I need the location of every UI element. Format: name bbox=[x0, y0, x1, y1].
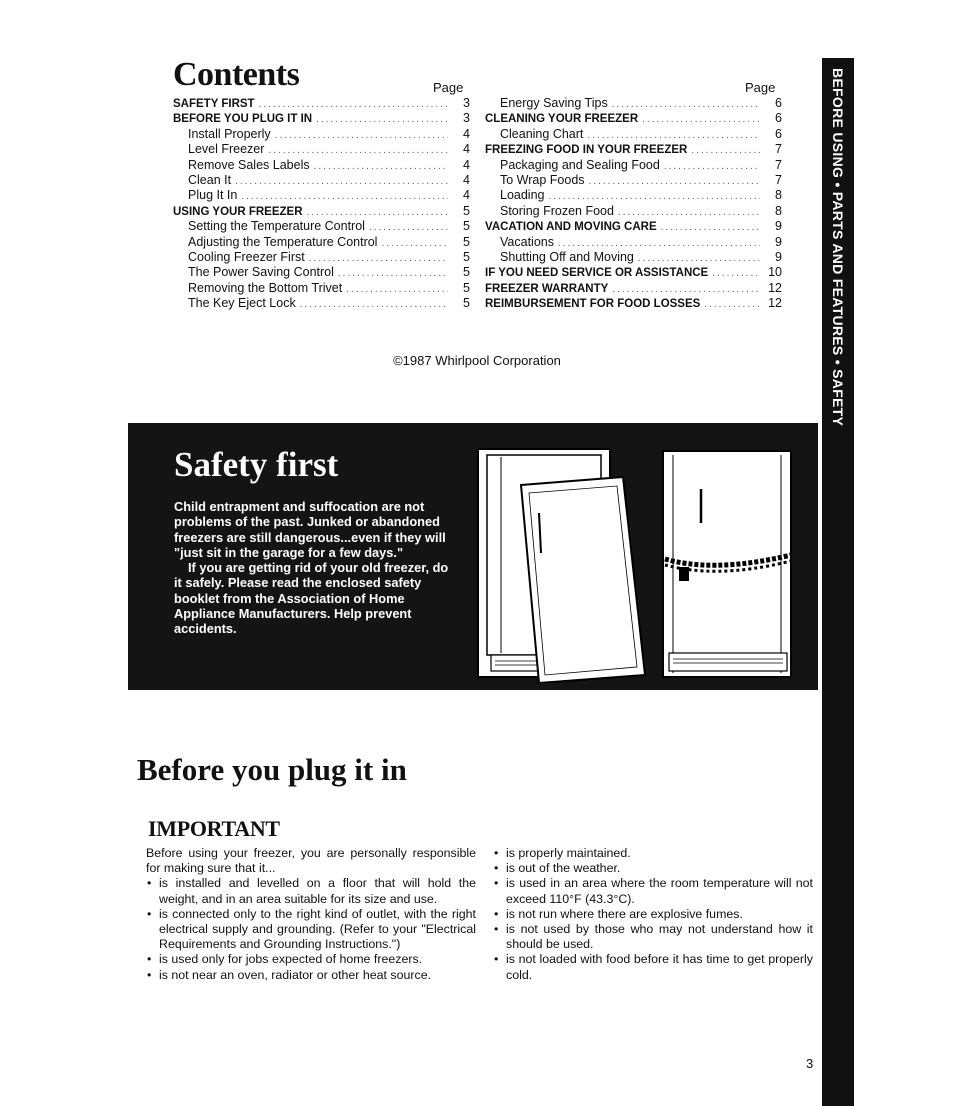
left-bullet-list bbox=[146, 876, 476, 982]
toc-entry bbox=[485, 111, 782, 126]
side-tab-label: BEFORE USING • PARTS AND FEATURES • SAFETY bbox=[830, 68, 846, 427]
toc-entry-label: Cleaning Chart bbox=[500, 126, 584, 141]
toc-leader-dots bbox=[612, 97, 760, 112]
toc-entry-label: FREEZER WARRANTY bbox=[485, 282, 609, 295]
toc-leader-dots bbox=[712, 266, 760, 281]
toc-leader-dots bbox=[300, 297, 448, 312]
toc-leader-dots bbox=[338, 266, 448, 281]
toc-left-column bbox=[173, 96, 470, 311]
toc-entry-label: Clean It bbox=[188, 172, 232, 187]
bullet-item: • is properly maintained. bbox=[493, 846, 813, 861]
toc-entry-page: 5 bbox=[463, 265, 470, 280]
bullet-item: • is not run where there are explosive fumes. bbox=[493, 907, 813, 922]
toc-entry bbox=[173, 111, 470, 126]
bullet-item: • is used only for jobs expected of home freezers. bbox=[146, 952, 476, 967]
toc-leader-dots bbox=[558, 236, 760, 251]
toc-entry-page: 5 bbox=[463, 234, 470, 249]
toc-entry-label: Loading bbox=[500, 188, 545, 203]
toc-entry bbox=[485, 250, 782, 265]
toc-entry-page: 6 bbox=[775, 111, 782, 126]
bullet-item: • is out of the weather. bbox=[493, 861, 813, 876]
bullet-item: • is installed and levelled on a floor that will hold the weight, and in an area suitable for its size and use. bbox=[146, 876, 476, 906]
bullet-item: • is connected only to the right kind of outlet, with the right electrical supply and grounding. (Refer to your "Electrical Requirements and Grounding Instructions.") bbox=[146, 907, 476, 953]
toc-entry-page: 5 bbox=[463, 249, 470, 264]
toc-entry-page: 5 bbox=[463, 203, 470, 218]
toc-leader-dots bbox=[309, 251, 448, 266]
toc-entry-page: 4 bbox=[463, 126, 470, 141]
toc-entry bbox=[485, 173, 782, 188]
contents-page-header-left: Page bbox=[433, 80, 464, 95]
toc-entry-label: Packaging and Sealing Food bbox=[500, 157, 660, 172]
toc-entry bbox=[173, 173, 470, 188]
toc-entry-label: Removing the Bottom Trivet bbox=[188, 280, 343, 295]
toc-leader-dots bbox=[638, 251, 760, 266]
important-left-column bbox=[146, 846, 476, 983]
toc-entry bbox=[173, 235, 470, 250]
toc-entry bbox=[485, 235, 782, 250]
toc-leader-dots bbox=[612, 282, 760, 297]
toc-entry-page: 6 bbox=[775, 126, 782, 141]
toc-entry bbox=[173, 296, 470, 311]
copyright: ©1987 Whirlpool Corporation bbox=[393, 353, 561, 368]
toc-entry-page: 4 bbox=[463, 157, 470, 172]
toc-leader-dots bbox=[642, 112, 760, 127]
toc-entry-label: BEFORE YOU PLUG IT IN bbox=[173, 113, 313, 126]
toc-leader-dots bbox=[307, 205, 449, 220]
toc-leader-dots bbox=[381, 236, 448, 251]
toc-leader-dots bbox=[268, 143, 448, 158]
toc-entry-label: FREEZING FOOD IN YOUR FREEZER bbox=[485, 144, 688, 157]
toc-entry-label: Storing Frozen Food bbox=[500, 203, 614, 218]
toc-leader-dots bbox=[235, 174, 448, 189]
toc-entry-page: 3 bbox=[463, 96, 470, 110]
toc-entry-label: Shutting Off and Moving bbox=[500, 249, 634, 264]
toc-entry bbox=[485, 96, 782, 111]
toc-entry-page: 12 bbox=[768, 280, 782, 295]
safety-text bbox=[174, 499, 454, 637]
toc-entry-label: VACATION AND MOVING CARE bbox=[485, 221, 657, 234]
important-heading: IMPORTANT bbox=[148, 816, 280, 841]
toc-entry-page: 4 bbox=[463, 172, 470, 187]
toc-entry-label: Energy Saving Tips bbox=[500, 96, 608, 110]
toc-leader-dots bbox=[587, 128, 760, 143]
toc-entry-label: SAFETY FIRST bbox=[173, 98, 255, 110]
toc-entry bbox=[173, 250, 470, 265]
toc-entry bbox=[485, 142, 782, 157]
toc-entry bbox=[485, 127, 782, 142]
toc-leader-dots bbox=[549, 189, 761, 204]
toc-entry-page: 10 bbox=[768, 265, 782, 280]
toc-entry-page: 7 bbox=[775, 172, 782, 187]
toc-entry-page: 12 bbox=[768, 296, 782, 311]
toc-entry bbox=[485, 188, 782, 203]
toc-entry bbox=[485, 204, 782, 219]
toc-leader-dots bbox=[618, 205, 760, 220]
toc-entry-page: 7 bbox=[775, 142, 782, 157]
toc-entry-page: 8 bbox=[775, 188, 782, 203]
toc-leader-dots bbox=[241, 189, 448, 204]
toc-entry bbox=[173, 142, 470, 157]
toc-entry-label: Cooling Freezer First bbox=[188, 249, 305, 264]
toc-leader-dots bbox=[661, 220, 760, 235]
toc-leader-dots bbox=[369, 220, 448, 235]
toc-entry-page: 9 bbox=[775, 234, 782, 249]
toc-entry-label: The Power Saving Control bbox=[188, 265, 334, 280]
contents-title: Contents bbox=[173, 56, 300, 93]
toc-entry-page: 5 bbox=[463, 219, 470, 234]
safety-paragraph: If you are getting rid of your old freezer, do it safely. Please read the enclosed safety booklet from the Association of Home Appliance Manufacturers. Help prevent accidents. bbox=[174, 560, 449, 637]
toc-entry bbox=[485, 158, 782, 173]
toc-entry-label: REIMBURSEMENT FOR FOOD LOSSES bbox=[485, 298, 701, 311]
safety-paragraph: Child entrapment and suffocation are not problems of the past. Junked or abandoned freezers are still dangerous...even if they will "just sit in the garage for a few days." bbox=[174, 499, 446, 560]
page-number: 3 bbox=[806, 1056, 814, 1071]
toc-entry-label: The Key Eject Lock bbox=[188, 296, 296, 311]
toc-right-column bbox=[485, 96, 782, 311]
toc-entry-page: 7 bbox=[775, 157, 782, 172]
toc-entry-page: 6 bbox=[775, 96, 782, 110]
toc-entry bbox=[173, 96, 470, 111]
plug-title: Before you plug it in bbox=[137, 752, 407, 787]
right-bullet-list bbox=[493, 846, 813, 983]
toc-entry-label: Adjusting the Temperature Control bbox=[188, 234, 378, 249]
toc-entry bbox=[173, 281, 470, 296]
toc-entry-page: 8 bbox=[775, 203, 782, 218]
toc-entry bbox=[173, 219, 470, 234]
toc-leader-dots bbox=[346, 282, 448, 297]
toc-entry-label: To Wrap Foods bbox=[500, 172, 585, 187]
toc-entry bbox=[485, 265, 782, 280]
toc-entry bbox=[173, 158, 470, 173]
toc-entry-page: 4 bbox=[463, 142, 470, 157]
toc-entry bbox=[173, 204, 470, 219]
toc-entry-label: CLEANING YOUR FREEZER bbox=[485, 113, 639, 126]
toc-entry bbox=[173, 127, 470, 142]
toc-leader-dots bbox=[314, 159, 448, 174]
toc-entry-page: 4 bbox=[463, 188, 470, 203]
toc-entry-page: 5 bbox=[463, 280, 470, 295]
side-tab bbox=[822, 58, 854, 1106]
contents-page-header-right: Page bbox=[745, 80, 776, 95]
toc-leader-dots bbox=[316, 112, 448, 127]
toc-entry-label: Setting the Temperature Control bbox=[188, 219, 365, 234]
toc-entry-page: 9 bbox=[775, 249, 782, 264]
toc-leader-dots bbox=[664, 159, 760, 174]
toc-leader-dots bbox=[704, 297, 760, 312]
toc-entry bbox=[173, 188, 470, 203]
freezer-illustration bbox=[473, 443, 793, 683]
bullet-item: • is not used by those who may not understand how it should be used. bbox=[493, 922, 813, 952]
toc-entry bbox=[485, 296, 782, 311]
toc-entry-label: Vacations bbox=[500, 234, 554, 249]
toc-entry-page: 9 bbox=[775, 219, 782, 234]
toc-entry-label: USING YOUR FREEZER bbox=[173, 205, 303, 218]
bullet-item: • is not near an oven, radiator or other heat source. bbox=[146, 968, 476, 983]
bullet-item: • is used in an area where the room temperature will not exceed 110°F (43.3°C). bbox=[493, 876, 813, 906]
toc-entry bbox=[485, 281, 782, 296]
bullet-item: • is not loaded with food before it has time to get properly cold. bbox=[493, 952, 813, 982]
toc-leader-dots bbox=[259, 97, 448, 112]
toc-leader-dots bbox=[589, 174, 760, 189]
toc-entry-page: 3 bbox=[463, 111, 470, 126]
important-intro: Before using your freezer, you are personally responsible for making sure that it... bbox=[146, 846, 476, 876]
toc-entry-page: 5 bbox=[463, 296, 470, 311]
safety-banner bbox=[128, 423, 818, 690]
toc-entry-label: Plug It In bbox=[188, 188, 238, 203]
toc-entry bbox=[173, 265, 470, 280]
toc-entry-label: Install Properly bbox=[188, 126, 271, 141]
safety-title: Safety first bbox=[174, 445, 339, 484]
toc-leader-dots bbox=[275, 128, 448, 143]
toc-entry bbox=[485, 219, 782, 234]
toc-entry-label: Level Freezer bbox=[188, 142, 265, 157]
important-right-column bbox=[493, 846, 813, 983]
toc-entry-label: IF YOU NEED SERVICE OR ASSISTANCE bbox=[485, 267, 709, 280]
toc-entry-label: Remove Sales Labels bbox=[188, 157, 310, 172]
toc-leader-dots bbox=[691, 143, 760, 158]
